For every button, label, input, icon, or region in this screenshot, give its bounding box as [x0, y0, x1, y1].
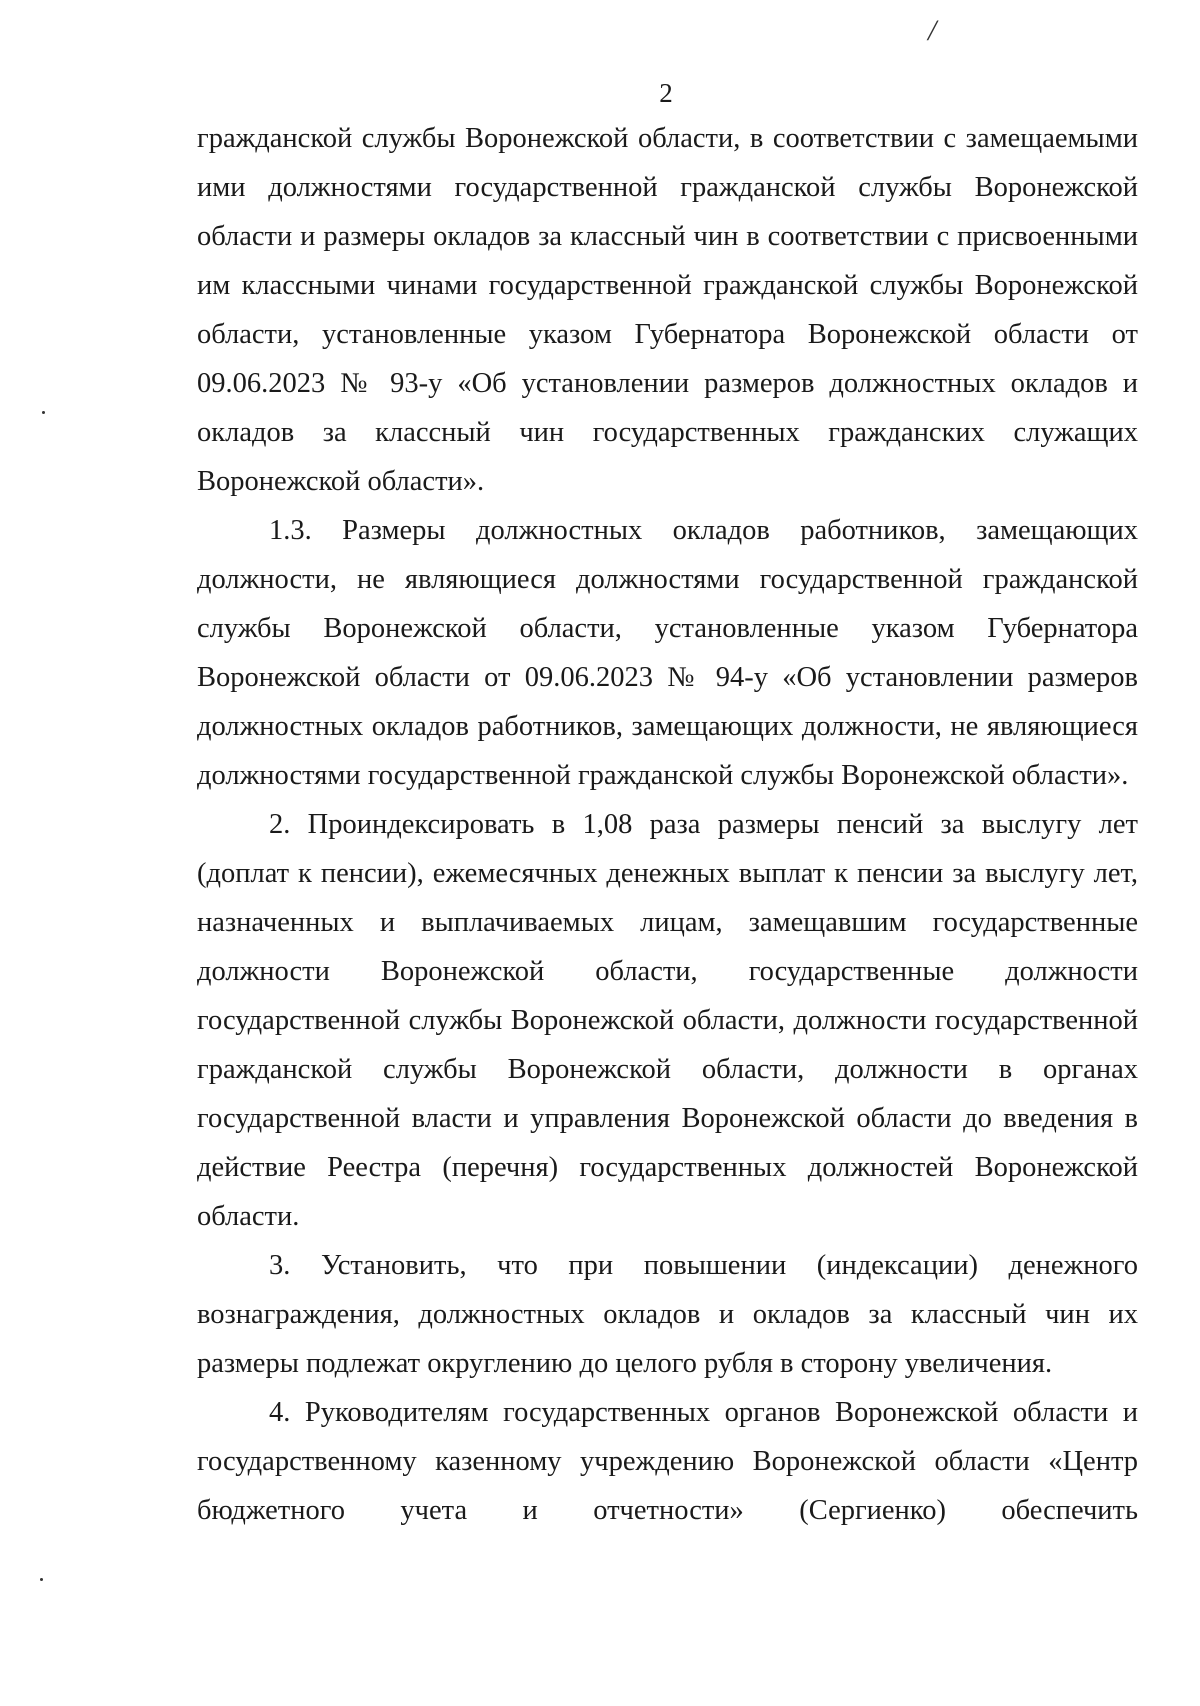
paragraph-2: 2. Проиндексировать в 1,08 раза размеры пенсий за выслугу лет (доплат к пенсии), ежемесячных денежных выплат к пенсии за выслугу лет, назначенных и выплачиваемых лицам, замещавшим государственные должности Воронежской области, государственные должности государственной службы Воронежской области, должности государственной гражданской службы Воронежской области, должности в органах государственной власти и управления Воронежской области до введения в действие Реестра (перечня) государственных должностей Воронежской области. — [197, 809, 1138, 1232]
scan-speck — [40, 1578, 43, 1581]
handwritten-mark: / — [928, 14, 937, 47]
document-body — [197, 114, 1138, 1535]
paragraph-3: 3. Установить, что при повышении (индексации) денежного вознаграждения, должностных окладов и окладов за классный чин их размеры подлежат округлению до целого рубля в сторону увеличения. — [197, 1250, 1138, 1379]
scan-speck — [42, 411, 45, 414]
page-number: 2 — [659, 78, 673, 108]
paragraph-4: 4. Руководителям государственных органов Воронежской области и государственному казенному учреждению Воронежской области «Центр бюджетного учета и отчетности» (Сергиенко) обеспечить — [197, 1397, 1138, 1526]
paragraph-continuation: гражданской службы Воронежской области, в соответствии с замещаемыми ими должностями государственной гражданской службы Воронежской области и размеры окладов за классный чин в соответствии с присвоенными им классными чинами государственной гражданской службы Воронежской области, установленные указом Губернатора Воронежской области от 09.06.2023 № 93-у «Об установлении размеров должностных окладов и окладов за классный чин государственных гражданских служащих Воронежской области». — [197, 123, 1138, 497]
paragraph-1-3: 1.3. Размеры должностных окладов работников, замещающих должности, не являющиеся должностями государственной гражданской службы Воронежской области, установленные указом Губернатора Воронежской области от 09.06.2023 № 94-у «Об установлении размеров должностных окладов работников, замещающих должности, не являющиеся должностями государственной гражданской службы Воронежской области». — [197, 515, 1138, 791]
